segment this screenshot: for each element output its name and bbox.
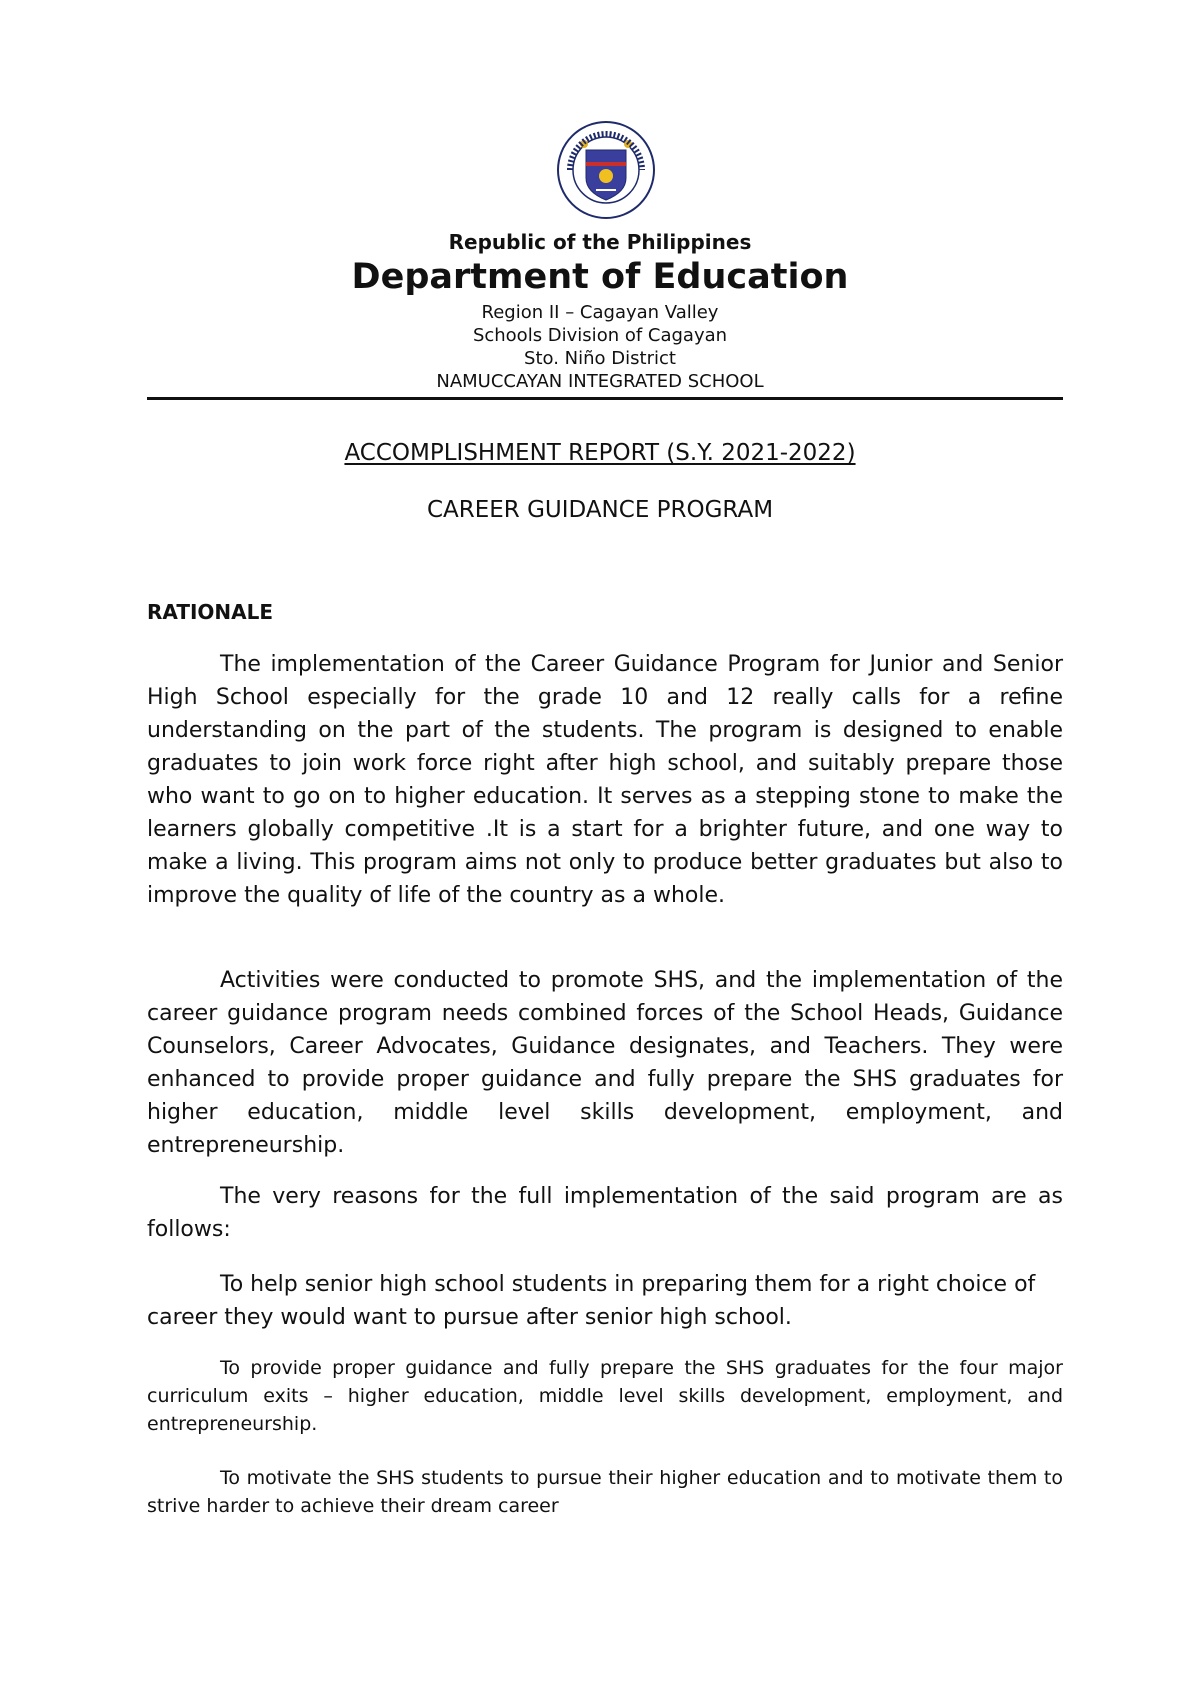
district-line: Sto. Niño District: [524, 348, 676, 369]
header-divider: [147, 397, 1063, 400]
report-title: ACCOMPLISHMENT REPORT (S.Y. 2021-2022): [344, 440, 856, 466]
deped-seal-icon: [556, 120, 656, 220]
paragraph: To provide proper guidance and fully prepare the SHS graduates for the four major curriculum exits – higher education, middle level skills development, employment, and entrepreneurship.: [147, 1357, 1063, 1435]
paragraph: The implementation of the Career Guidance Program for Junior and Senior High School especially for the grade 10 and 12 really calls for a refine understanding on the part of the students. The program is designed to enable graduates to join work force right after high school, and suitably prepare those who want to go on to higher education. It serves as a stepping stone to make the learners globally competitive .It is a start for a brighter future, and one way to make a living. This program aims not only to produce better graduates but also to improve the quality of life of the country as a whole.: [147, 652, 1063, 908]
section-heading: RATIONALE: [147, 600, 274, 624]
paragraph: To motivate the SHS students to pursue their higher education and to motivate them to strive harder to achieve their dream career: [147, 1467, 1063, 1517]
school-line: NAMUCCAYAN INTEGRATED SCHOOL: [436, 371, 764, 392]
paragraph: The very reasons for the full implementation of the said program are as follows:: [147, 1184, 1063, 1242]
region-line: Region II – Cagayan Valley: [481, 302, 719, 323]
paragraph: Activities were conducted to promote SHS, and the implementation of the career guidance program needs combined forces of the School Heads, Guidance Counselors, Career Advocates, Guidance designates, and Teachers. They were enhanced to provide proper guidance and fully prepare the SHS graduates for higher education, middle level skills development, employment, and entrepreneurship.: [147, 968, 1063, 1158]
division-line: Schools Division of Cagayan: [472, 325, 728, 346]
paragraph: To help senior high school students in preparing them for a right choice of career they would want to pursue after senior high school.: [147, 1272, 1036, 1330]
program-title: CAREER GUIDANCE PROGRAM: [426, 497, 774, 523]
department-heading: Department of Education: [351, 257, 849, 297]
republic-heading: Republic of the Philippines: [448, 230, 752, 254]
